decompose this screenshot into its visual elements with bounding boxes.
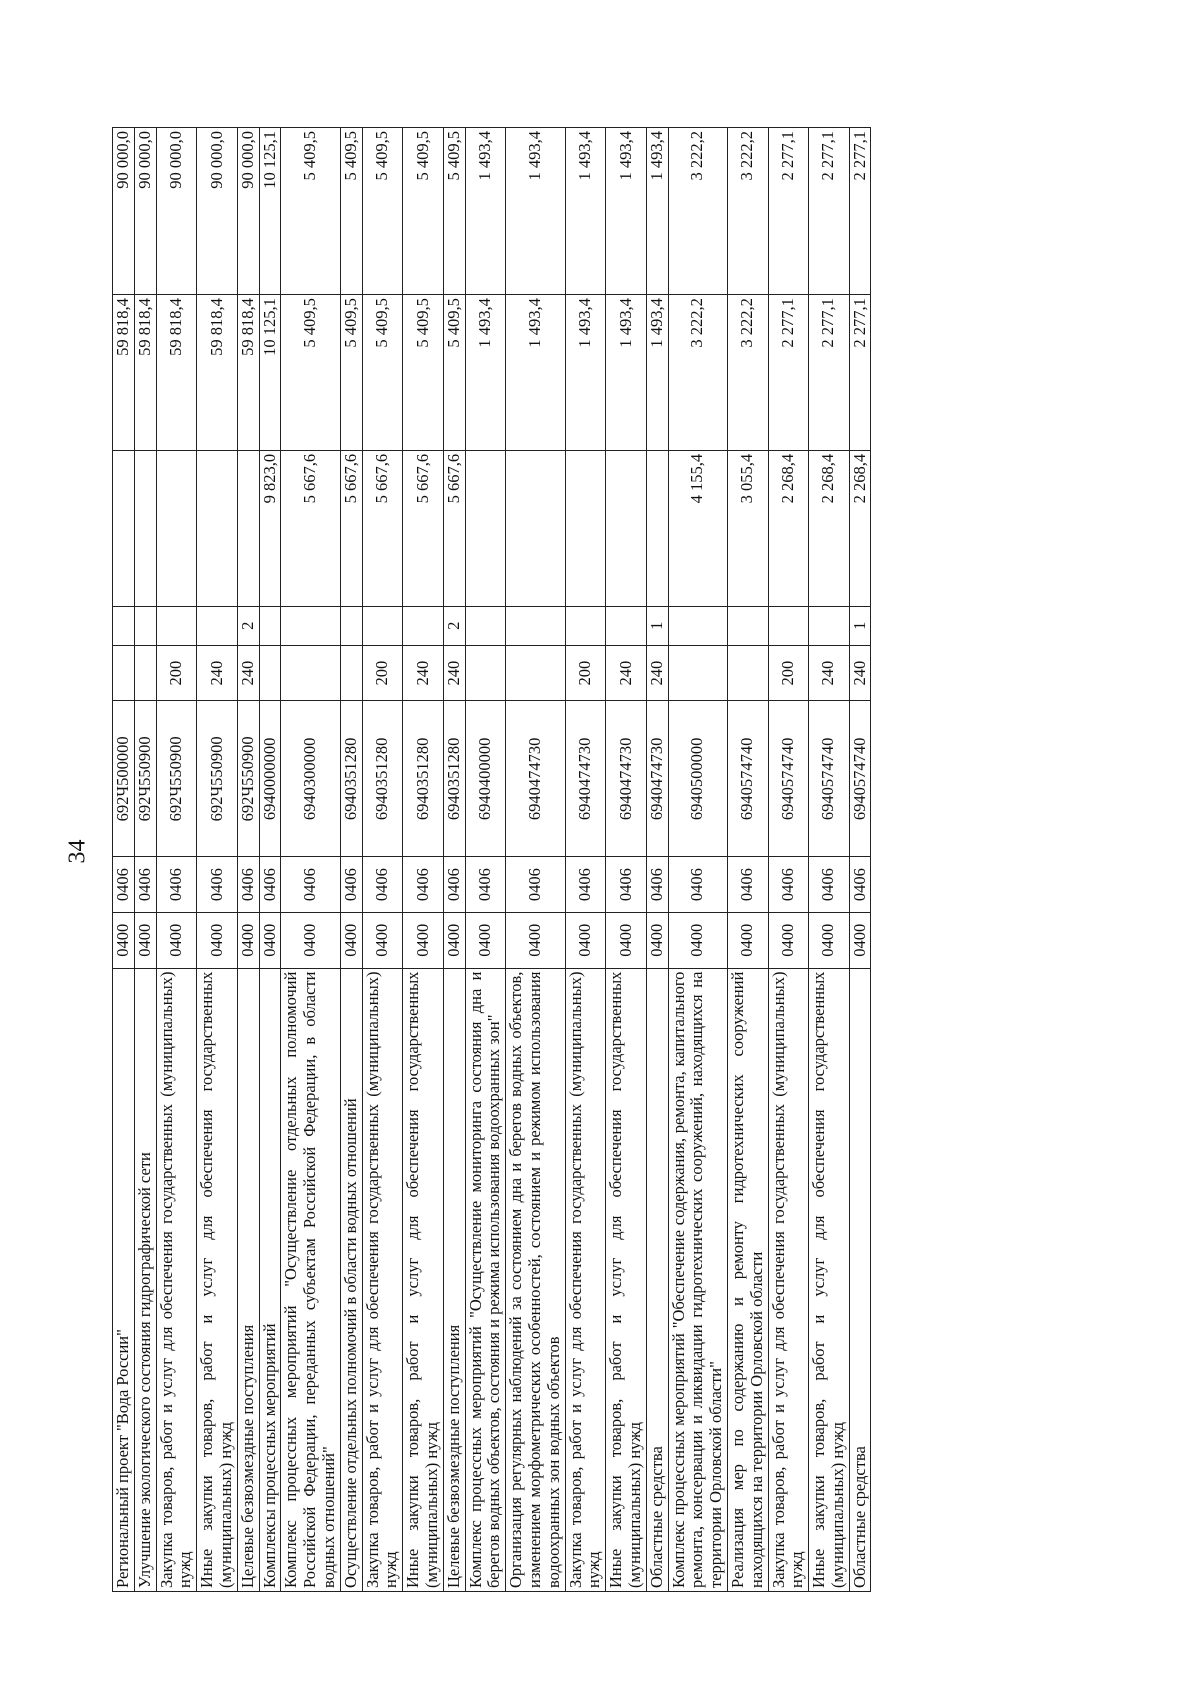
row-amount-3: 90 000,0 bbox=[197, 128, 238, 295]
row-name: Иные закупки товаров, работ и услуг для обеспечения государственных (муниципальных) нужд bbox=[197, 968, 238, 1591]
row-target-article: 6940351280 bbox=[403, 701, 444, 857]
row-expense-type: 240 bbox=[646, 645, 668, 701]
row-funding-source bbox=[134, 606, 156, 645]
row-amount-2: 59 818,4 bbox=[113, 295, 135, 451]
row-target-article: 6940400000 bbox=[465, 701, 506, 857]
table-row bbox=[668, 128, 727, 1592]
table-row bbox=[259, 128, 281, 1592]
row-target-article: 6940500000 bbox=[668, 701, 727, 857]
row-funding-source bbox=[156, 606, 197, 645]
row-target-article: 6940474730 bbox=[646, 701, 668, 857]
row-section-code: 0400 bbox=[606, 912, 647, 968]
row-amount-3: 90 000,0 bbox=[156, 128, 197, 295]
row-amount-1 bbox=[506, 450, 565, 606]
row-target-article: 6940351280 bbox=[443, 701, 465, 857]
row-expense-type: 240 bbox=[403, 645, 444, 701]
row-section-code: 0400 bbox=[768, 912, 809, 968]
row-funding-source bbox=[565, 606, 606, 645]
row-expense-type: 200 bbox=[156, 645, 197, 701]
row-subsection-code: 0406 bbox=[668, 857, 727, 913]
row-section-code: 0400 bbox=[443, 912, 465, 968]
budget-table-body bbox=[113, 128, 871, 1592]
row-expense-type: 200 bbox=[768, 645, 809, 701]
row-section-code: 0400 bbox=[197, 912, 238, 968]
row-target-article: 692Ч550900 bbox=[134, 701, 156, 857]
row-name: Иные закупки товаров, работ и услуг для обеспечения государственных (муниципальных) нужд bbox=[606, 968, 647, 1591]
row-section-code: 0400 bbox=[465, 912, 506, 968]
row-subsection-code: 0406 bbox=[340, 857, 362, 913]
row-amount-1: 2 268,4 bbox=[768, 450, 809, 606]
row-amount-2: 1 493,4 bbox=[465, 295, 506, 451]
row-section-code: 0400 bbox=[668, 912, 727, 968]
row-name: Закупка товаров, работ и услуг для обеспечения государственных (муниципальных) нужд bbox=[362, 968, 403, 1591]
row-funding-source bbox=[362, 606, 403, 645]
row-amount-1: 9 823,0 bbox=[259, 450, 281, 606]
rotated-table-container bbox=[112, 127, 1052, 1592]
row-section-code: 0400 bbox=[340, 912, 362, 968]
row-target-article: 6940474730 bbox=[606, 701, 647, 857]
row-target-article: 6940474730 bbox=[565, 701, 606, 857]
row-funding-source bbox=[668, 606, 727, 645]
row-funding-source bbox=[113, 606, 135, 645]
row-target-article: 6940574740 bbox=[727, 701, 768, 857]
row-expense-type: 240 bbox=[443, 645, 465, 701]
row-funding-source bbox=[727, 606, 768, 645]
row-amount-2: 59 818,4 bbox=[134, 295, 156, 451]
row-subsection-code: 0406 bbox=[237, 857, 259, 913]
row-amount-3: 2 277,1 bbox=[809, 128, 850, 295]
row-subsection-code: 0406 bbox=[768, 857, 809, 913]
row-funding-source bbox=[197, 606, 238, 645]
table-row bbox=[727, 128, 768, 1592]
row-funding-source bbox=[259, 606, 281, 645]
row-expense-type bbox=[113, 645, 135, 701]
row-subsection-code: 0406 bbox=[565, 857, 606, 913]
row-name: Комплексы процессных мероприятий bbox=[259, 968, 281, 1591]
row-amount-2: 2 277,1 bbox=[768, 295, 809, 451]
row-expense-type bbox=[134, 645, 156, 701]
row-section-code: 0400 bbox=[259, 912, 281, 968]
row-amount-1: 4 155,4 bbox=[668, 450, 727, 606]
row-section-code: 0400 bbox=[237, 912, 259, 968]
row-amount-2: 59 818,4 bbox=[197, 295, 238, 451]
row-funding-source bbox=[606, 606, 647, 645]
row-amount-3: 2 277,1 bbox=[768, 128, 809, 295]
row-subsection-code: 0406 bbox=[727, 857, 768, 913]
row-funding-source: 2 bbox=[237, 606, 259, 645]
row-funding-source bbox=[809, 606, 850, 645]
row-section-code: 0400 bbox=[565, 912, 606, 968]
row-amount-2: 3 222,2 bbox=[668, 295, 727, 451]
row-name: Улучшение экологического состояния гидрографической сети bbox=[134, 968, 156, 1591]
row-subsection-code: 0406 bbox=[156, 857, 197, 913]
table-row bbox=[443, 128, 465, 1592]
row-subsection-code: 0406 bbox=[113, 857, 135, 913]
row-name: Закупка товаров, работ и услуг для обеспечения государственных (муниципальных) нужд bbox=[565, 968, 606, 1591]
row-section-code: 0400 bbox=[727, 912, 768, 968]
row-amount-2: 1 493,4 bbox=[606, 295, 647, 451]
row-funding-source bbox=[281, 606, 340, 645]
row-section-code: 0400 bbox=[809, 912, 850, 968]
row-name: Закупка товаров, работ и услуг для обеспечения государственных (муниципальных) нужд bbox=[156, 968, 197, 1591]
row-expense-type bbox=[506, 645, 565, 701]
row-amount-3: 5 409,5 bbox=[443, 128, 465, 295]
row-amount-2: 1 493,4 bbox=[646, 295, 668, 451]
table-row bbox=[362, 128, 403, 1592]
row-amount-3: 5 409,5 bbox=[403, 128, 444, 295]
row-amount-3: 3 222,2 bbox=[668, 128, 727, 295]
row-amount-2: 59 818,4 bbox=[156, 295, 197, 451]
row-expense-type: 240 bbox=[606, 645, 647, 701]
row-section-code: 0400 bbox=[281, 912, 340, 968]
row-subsection-code: 0406 bbox=[362, 857, 403, 913]
row-section-code: 0400 bbox=[403, 912, 444, 968]
table-row bbox=[156, 128, 197, 1592]
row-amount-1: 5 667,6 bbox=[443, 450, 465, 606]
row-name: Осуществление отдельных полномочий в области водных отношений bbox=[340, 968, 362, 1591]
table-row bbox=[281, 128, 340, 1592]
row-subsection-code: 0406 bbox=[259, 857, 281, 913]
row-name: Комплекс процессных мероприятий "Обеспечение содержания, ремонта, капитального ремонта, консервации и ликвидации гидротехнических сооружений, находящихся на территории Орловской области" bbox=[668, 968, 727, 1591]
row-name: Закупка товаров, работ и услуг для обеспечения государственных (муниципальных) нужд bbox=[768, 968, 809, 1591]
table-row bbox=[237, 128, 259, 1592]
row-subsection-code: 0406 bbox=[606, 857, 647, 913]
row-name: Комплекс процессных мероприятий "Осуществление мониторинга состояния дна и берегов водных объектов, состояния и режима использования водоохранных зон" bbox=[465, 968, 506, 1591]
row-target-article: 6940474730 bbox=[506, 701, 565, 857]
row-amount-3: 1 493,4 bbox=[606, 128, 647, 295]
row-amount-1: 5 667,6 bbox=[340, 450, 362, 606]
table-row bbox=[506, 128, 565, 1592]
row-amount-1: 2 268,4 bbox=[809, 450, 850, 606]
row-amount-3: 2 277,1 bbox=[849, 128, 871, 295]
row-expense-type bbox=[340, 645, 362, 701]
row-name: Целевые безвозмездные поступления bbox=[237, 968, 259, 1591]
row-amount-3: 1 493,4 bbox=[565, 128, 606, 295]
row-expense-type: 240 bbox=[849, 645, 871, 701]
row-expense-type: 240 bbox=[237, 645, 259, 701]
row-amount-3: 90 000,0 bbox=[134, 128, 156, 295]
row-amount-1: 2 268,4 bbox=[849, 450, 871, 606]
table-row bbox=[197, 128, 238, 1592]
row-subsection-code: 0406 bbox=[443, 857, 465, 913]
row-amount-3: 1 493,4 bbox=[646, 128, 668, 295]
row-name: Комплекс процессных мероприятий "Осуществление отдельных полномочий Российской Федерации, переданных субъектам Российской Федерации, в области водных отношений" bbox=[281, 968, 340, 1591]
table-row bbox=[768, 128, 809, 1592]
row-expense-type bbox=[259, 645, 281, 701]
table-row bbox=[403, 128, 444, 1592]
row-subsection-code: 0406 bbox=[134, 857, 156, 913]
row-target-article: 6940574740 bbox=[768, 701, 809, 857]
row-expense-type bbox=[465, 645, 506, 701]
row-expense-type bbox=[668, 645, 727, 701]
row-target-article: 6940351280 bbox=[362, 701, 403, 857]
row-target-article: 692Ч500000 bbox=[113, 701, 135, 857]
row-amount-2: 1 493,4 bbox=[506, 295, 565, 451]
row-name: Областные средства bbox=[646, 968, 668, 1591]
row-amount-3: 1 493,4 bbox=[506, 128, 565, 295]
row-amount-1: 3 055,4 bbox=[727, 450, 768, 606]
row-target-article: 6940351280 bbox=[340, 701, 362, 857]
table-row bbox=[340, 128, 362, 1592]
row-amount-3: 10 125,1 bbox=[259, 128, 281, 295]
table-row bbox=[565, 128, 606, 1592]
row-target-article: 692Ч550900 bbox=[197, 701, 238, 857]
row-amount-1 bbox=[156, 450, 197, 606]
row-expense-type: 200 bbox=[362, 645, 403, 701]
row-section-code: 0400 bbox=[646, 912, 668, 968]
table-row bbox=[849, 128, 871, 1592]
row-amount-1: 5 667,6 bbox=[281, 450, 340, 606]
row-amount-1: 5 667,6 bbox=[403, 450, 444, 606]
row-expense-type: 200 bbox=[565, 645, 606, 701]
row-section-code: 0400 bbox=[134, 912, 156, 968]
row-expense-type: 240 bbox=[809, 645, 850, 701]
row-section-code: 0400 bbox=[849, 912, 871, 968]
row-amount-3: 90 000,0 bbox=[237, 128, 259, 295]
row-amount-2: 5 409,5 bbox=[340, 295, 362, 451]
row-amount-2: 3 222,2 bbox=[727, 295, 768, 451]
table-row bbox=[809, 128, 850, 1592]
row-name: Иные закупки товаров, работ и услуг для обеспечения государственных (муниципальных) нужд bbox=[809, 968, 850, 1591]
row-funding-source: 2 bbox=[443, 606, 465, 645]
row-amount-3: 3 222,2 bbox=[727, 128, 768, 295]
row-section-code: 0400 bbox=[156, 912, 197, 968]
row-expense-type bbox=[281, 645, 340, 701]
row-amount-1 bbox=[237, 450, 259, 606]
row-subsection-code: 0406 bbox=[809, 857, 850, 913]
row-name: Региональный проект "Вода России" bbox=[113, 968, 135, 1591]
row-amount-1 bbox=[197, 450, 238, 606]
row-amount-1 bbox=[646, 450, 668, 606]
row-amount-2: 2 277,1 bbox=[809, 295, 850, 451]
row-amount-2: 2 277,1 bbox=[849, 295, 871, 451]
row-amount-1 bbox=[606, 450, 647, 606]
row-target-article: 692Ч550900 bbox=[156, 701, 197, 857]
row-expense-type: 240 bbox=[197, 645, 238, 701]
row-amount-2: 1 493,4 bbox=[565, 295, 606, 451]
row-funding-source bbox=[768, 606, 809, 645]
row-amount-3: 5 409,5 bbox=[281, 128, 340, 295]
row-subsection-code: 0406 bbox=[849, 857, 871, 913]
table-row bbox=[606, 128, 647, 1592]
row-subsection-code: 0406 bbox=[465, 857, 506, 913]
row-amount-3: 1 493,4 bbox=[465, 128, 506, 295]
row-funding-source: 1 bbox=[849, 606, 871, 645]
row-amount-2: 5 409,5 bbox=[443, 295, 465, 451]
row-target-article: 6940574740 bbox=[809, 701, 850, 857]
table-row bbox=[646, 128, 668, 1592]
row-funding-source bbox=[403, 606, 444, 645]
row-target-article: 692Ч550900 bbox=[237, 701, 259, 857]
table-row bbox=[134, 128, 156, 1592]
row-amount-3: 5 409,5 bbox=[362, 128, 403, 295]
row-subsection-code: 0406 bbox=[506, 857, 565, 913]
row-section-code: 0400 bbox=[506, 912, 565, 968]
budget-table bbox=[112, 127, 871, 1592]
row-funding-source bbox=[506, 606, 565, 645]
row-expense-type bbox=[727, 645, 768, 701]
row-target-article: 6940000000 bbox=[259, 701, 281, 857]
row-amount-3: 5 409,5 bbox=[340, 128, 362, 295]
row-amount-2: 5 409,5 bbox=[281, 295, 340, 451]
row-name: Организация регулярных наблюдений за состоянием дна и берегов водных объектов, изменением морфометрических особенностей, состоянием и режимом использования водоохранных зон водных объектов bbox=[506, 968, 565, 1591]
table-row bbox=[113, 128, 135, 1592]
row-name: Реализация мер по содержанию и ремонту гидротехнических сооружений находящихся на территории Орловской области bbox=[727, 968, 768, 1591]
row-name: Областные средства bbox=[849, 968, 871, 1591]
page-number: 34 bbox=[64, 839, 91, 864]
row-amount-1 bbox=[465, 450, 506, 606]
row-amount-1 bbox=[113, 450, 135, 606]
row-subsection-code: 0406 bbox=[646, 857, 668, 913]
row-funding-source bbox=[340, 606, 362, 645]
row-name: Целевые безвозмездные поступления bbox=[443, 968, 465, 1591]
row-amount-2: 59 818,4 bbox=[237, 295, 259, 451]
row-section-code: 0400 bbox=[113, 912, 135, 968]
row-amount-1 bbox=[565, 450, 606, 606]
row-subsection-code: 0406 bbox=[403, 857, 444, 913]
row-section-code: 0400 bbox=[362, 912, 403, 968]
row-amount-1 bbox=[134, 450, 156, 606]
row-funding-source bbox=[465, 606, 506, 645]
row-amount-3: 90 000,0 bbox=[113, 128, 135, 295]
row-amount-1: 5 667,6 bbox=[362, 450, 403, 606]
row-name: Иные закупки товаров, работ и услуг для обеспечения государственных (муниципальных) нужд bbox=[403, 968, 444, 1591]
row-target-article: 6940574740 bbox=[849, 701, 871, 857]
row-subsection-code: 0406 bbox=[197, 857, 238, 913]
row-subsection-code: 0406 bbox=[281, 857, 340, 913]
row-amount-2: 10 125,1 bbox=[259, 295, 281, 451]
row-target-article: 6940300000 bbox=[281, 701, 340, 857]
row-funding-source: 1 bbox=[646, 606, 668, 645]
row-amount-2: 5 409,5 bbox=[362, 295, 403, 451]
row-amount-2: 5 409,5 bbox=[403, 295, 444, 451]
table-row bbox=[465, 128, 506, 1592]
